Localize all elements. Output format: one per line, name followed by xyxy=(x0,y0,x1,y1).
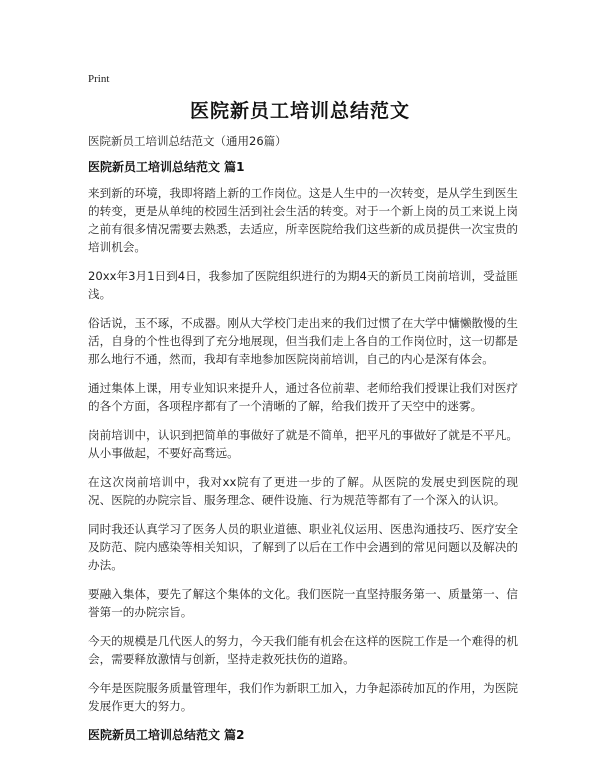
page-title: 医院新员工培训总结范文 xyxy=(189,100,410,122)
paragraph: 今年是医院服务质量管理年，我们作为新职工加入，力争起添砖加瓦的作用，为医院发展作更大的努力。 xyxy=(88,681,518,713)
paragraph: 通过集体上课，用专业知识来提升人，通过各位前辈、老师给我们授课让我们对医疗的各个方面，各项程序都有了一个清晰的了解，给我们拨开了天空中的迷雾。 xyxy=(88,381,518,413)
paragraph: 20xx年3月1日到4日，我参加了医院组织进行的为期4天的新员工岗前培训，受益匪浅。 xyxy=(88,269,518,301)
paragraph: 岗前培训中，认识到把简单的事做好了就是不简单，把平凡的事做好了就是不平凡。从小事做起，不要好高骛远。 xyxy=(88,428,518,460)
paragraph: 俗话说，玉不琢，不成器。刚从大学校门走出来的我们过惯了在大学中慵懒散慢的生活，自身的个性也得到了充分地展现，但当我们走上各自的工作岗位时，这一切都是那么地行不通，然而，我却有幸地参加医院岗前培训，自己的内心是深有体会。 xyxy=(88,316,518,366)
paragraph: 同时我还认真学习了医务人员的职业道德、职业礼仪运用、医患沟通技巧、医疗安全及防范、院内感染等相关知识，了解到了以后在工作中会遇到的常见问题以及解决的办法。 xyxy=(88,522,518,572)
print-label[interactable]: Print xyxy=(88,73,110,85)
paragraph: 要融入集体，要先了解这个集体的文化。我们医院一直坚持服务第一、质量第一、信誉第一的办院宗旨。 xyxy=(88,587,518,619)
section-heading-2: 医院新员工培训总结范文 篇2 xyxy=(88,728,245,742)
section-heading-1: 医院新员工培训总结范文 篇1 xyxy=(88,160,245,174)
paragraph: 来到新的环境，我即将踏上新的工作岗位。这是人生中的一次转变，是从学生到医生的转变，更是从单纯的校园生活到社会生活的转变。对于一个新上岗的员工来说上岗之前有很多情况需要去熟悉，去适应，所幸医院给我们这些新的成员提供一次宝贵的培训机会。 xyxy=(88,186,518,254)
document-subtitle: 医院新员工培训总结范文（通用26篇） xyxy=(88,134,287,148)
paragraph: 今天的规模是几代医人的努力，今天我们能有机会在这样的医院工作是一个难得的机会，需要释放激情与创新，坚持走救死扶伤的道路。 xyxy=(88,634,518,666)
paragraph: 在这次岗前培训中，我对xx院有了更进一步的了解。从医院的发展史到医院的现况、医院的办院宗旨、服务理念、硬件设施、行为规范等都有了一个深入的认识。 xyxy=(88,475,518,507)
document-body xyxy=(88,158,518,752)
